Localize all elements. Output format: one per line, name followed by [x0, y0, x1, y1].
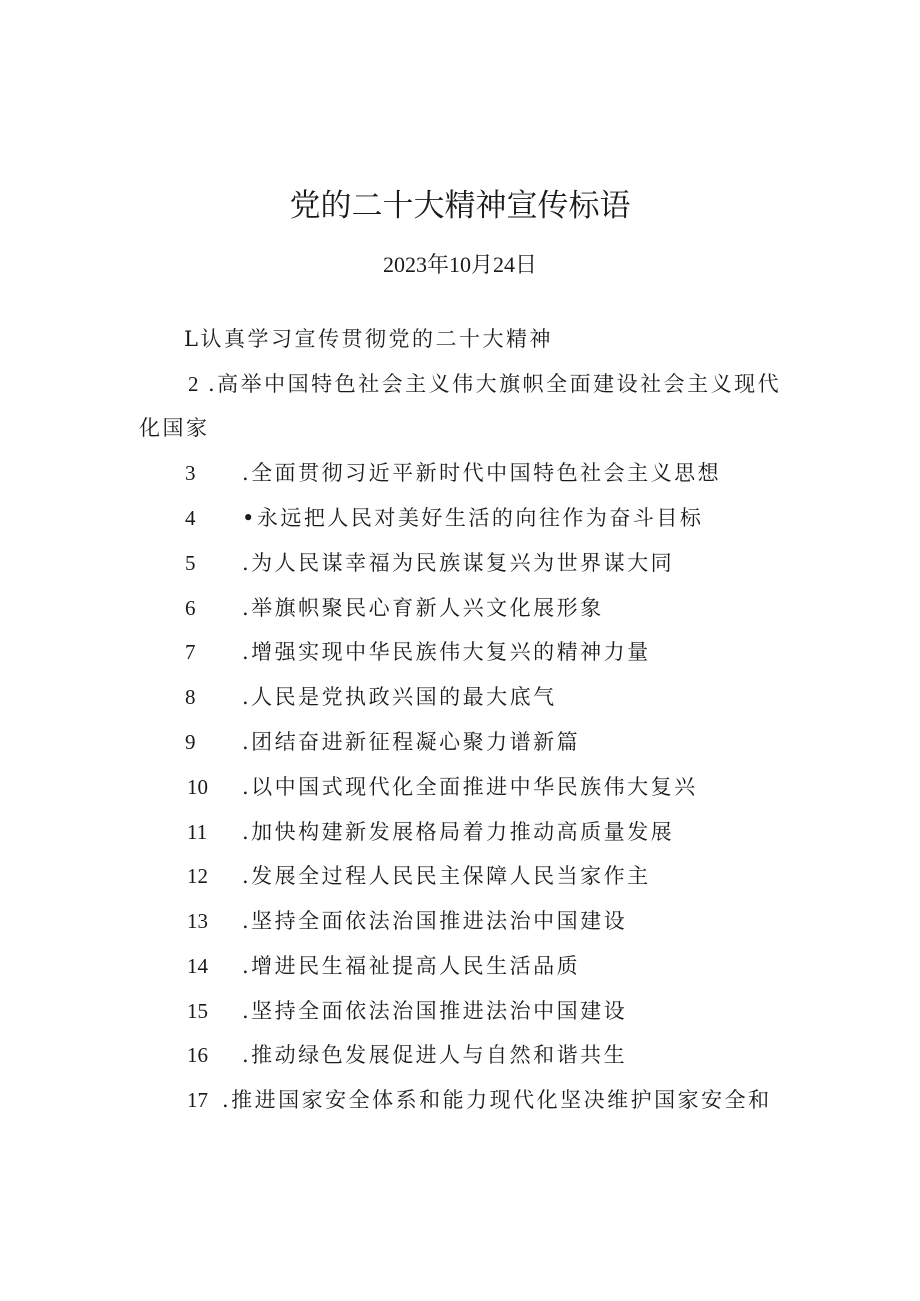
slogan-number: 12	[187, 864, 208, 888]
slogan-text: L认真学习宣传贯彻党的二十大精神	[184, 327, 553, 351]
slogan-number: 10	[187, 775, 208, 799]
slogan-number: 3	[185, 461, 196, 485]
slogan-text: .全面贯彻习近平新时代中国特色社会主义思想	[242, 461, 722, 485]
slogan-text-continued: 化国家	[139, 416, 210, 440]
slogan-text: .推动绿色发展促进人与自然和谐共生	[242, 1043, 628, 1067]
slogan-number: 17	[187, 1088, 208, 1112]
document-title: 党的二十大精神宣传标语	[289, 188, 631, 224]
slogan-number: 2	[188, 372, 199, 396]
slogan-number: 16	[187, 1043, 208, 1067]
slogan-number: 11	[187, 820, 208, 844]
slogan-text: .加快构建新发展格局着力推动高质量发展	[242, 820, 675, 844]
slogan-text: .发展全过程人民民主保障人民当家作主	[242, 864, 651, 888]
slogan-number: 7	[185, 640, 196, 664]
slogan-text: .高举中国特色社会主义伟大旗帜全面建设社会主义现代	[208, 372, 782, 396]
slogan-text: .坚持全面依法治国推进法治中国建设	[242, 999, 628, 1023]
slogan-text: .团结奋进新征程凝心聚力谱新篇	[242, 730, 581, 754]
slogan-text: .人民是党执政兴国的最大底气	[242, 685, 557, 709]
slogan-number: 5	[185, 551, 196, 575]
slogan-text: .以中国式现代化全面推进中华民族伟大复兴	[242, 775, 698, 799]
slogan-number: 4	[185, 506, 196, 530]
document-date: 2023年10月24日	[382, 252, 537, 277]
slogan-text: .为人民谋幸福为民族谋复兴为世界谋大同	[242, 551, 675, 575]
slogan-number: 14	[187, 954, 208, 978]
slogan-text: •永远把人民对美好生活的向往作为奋斗目标	[242, 506, 704, 530]
slogan-text: .增强实现中华民族伟大复兴的精神力量	[242, 640, 651, 664]
slogan-number: 13	[187, 909, 208, 933]
slogan-text: .坚持全面依法治国推进法治中国建设	[242, 909, 628, 933]
slogan-number: 9	[185, 730, 196, 754]
slogan-text: .举旗帜聚民心育新人兴文化展形象	[242, 596, 604, 620]
slogan-number: 15	[187, 999, 208, 1023]
slogan-number: 8	[185, 685, 196, 709]
slogan-text: .增进民生福祉提高人民生活品质	[242, 954, 581, 978]
slogan-text: .推进国家安全体系和能力现代化坚决维护国家安全和	[222, 1088, 772, 1112]
slogan-number: 6	[185, 596, 196, 620]
